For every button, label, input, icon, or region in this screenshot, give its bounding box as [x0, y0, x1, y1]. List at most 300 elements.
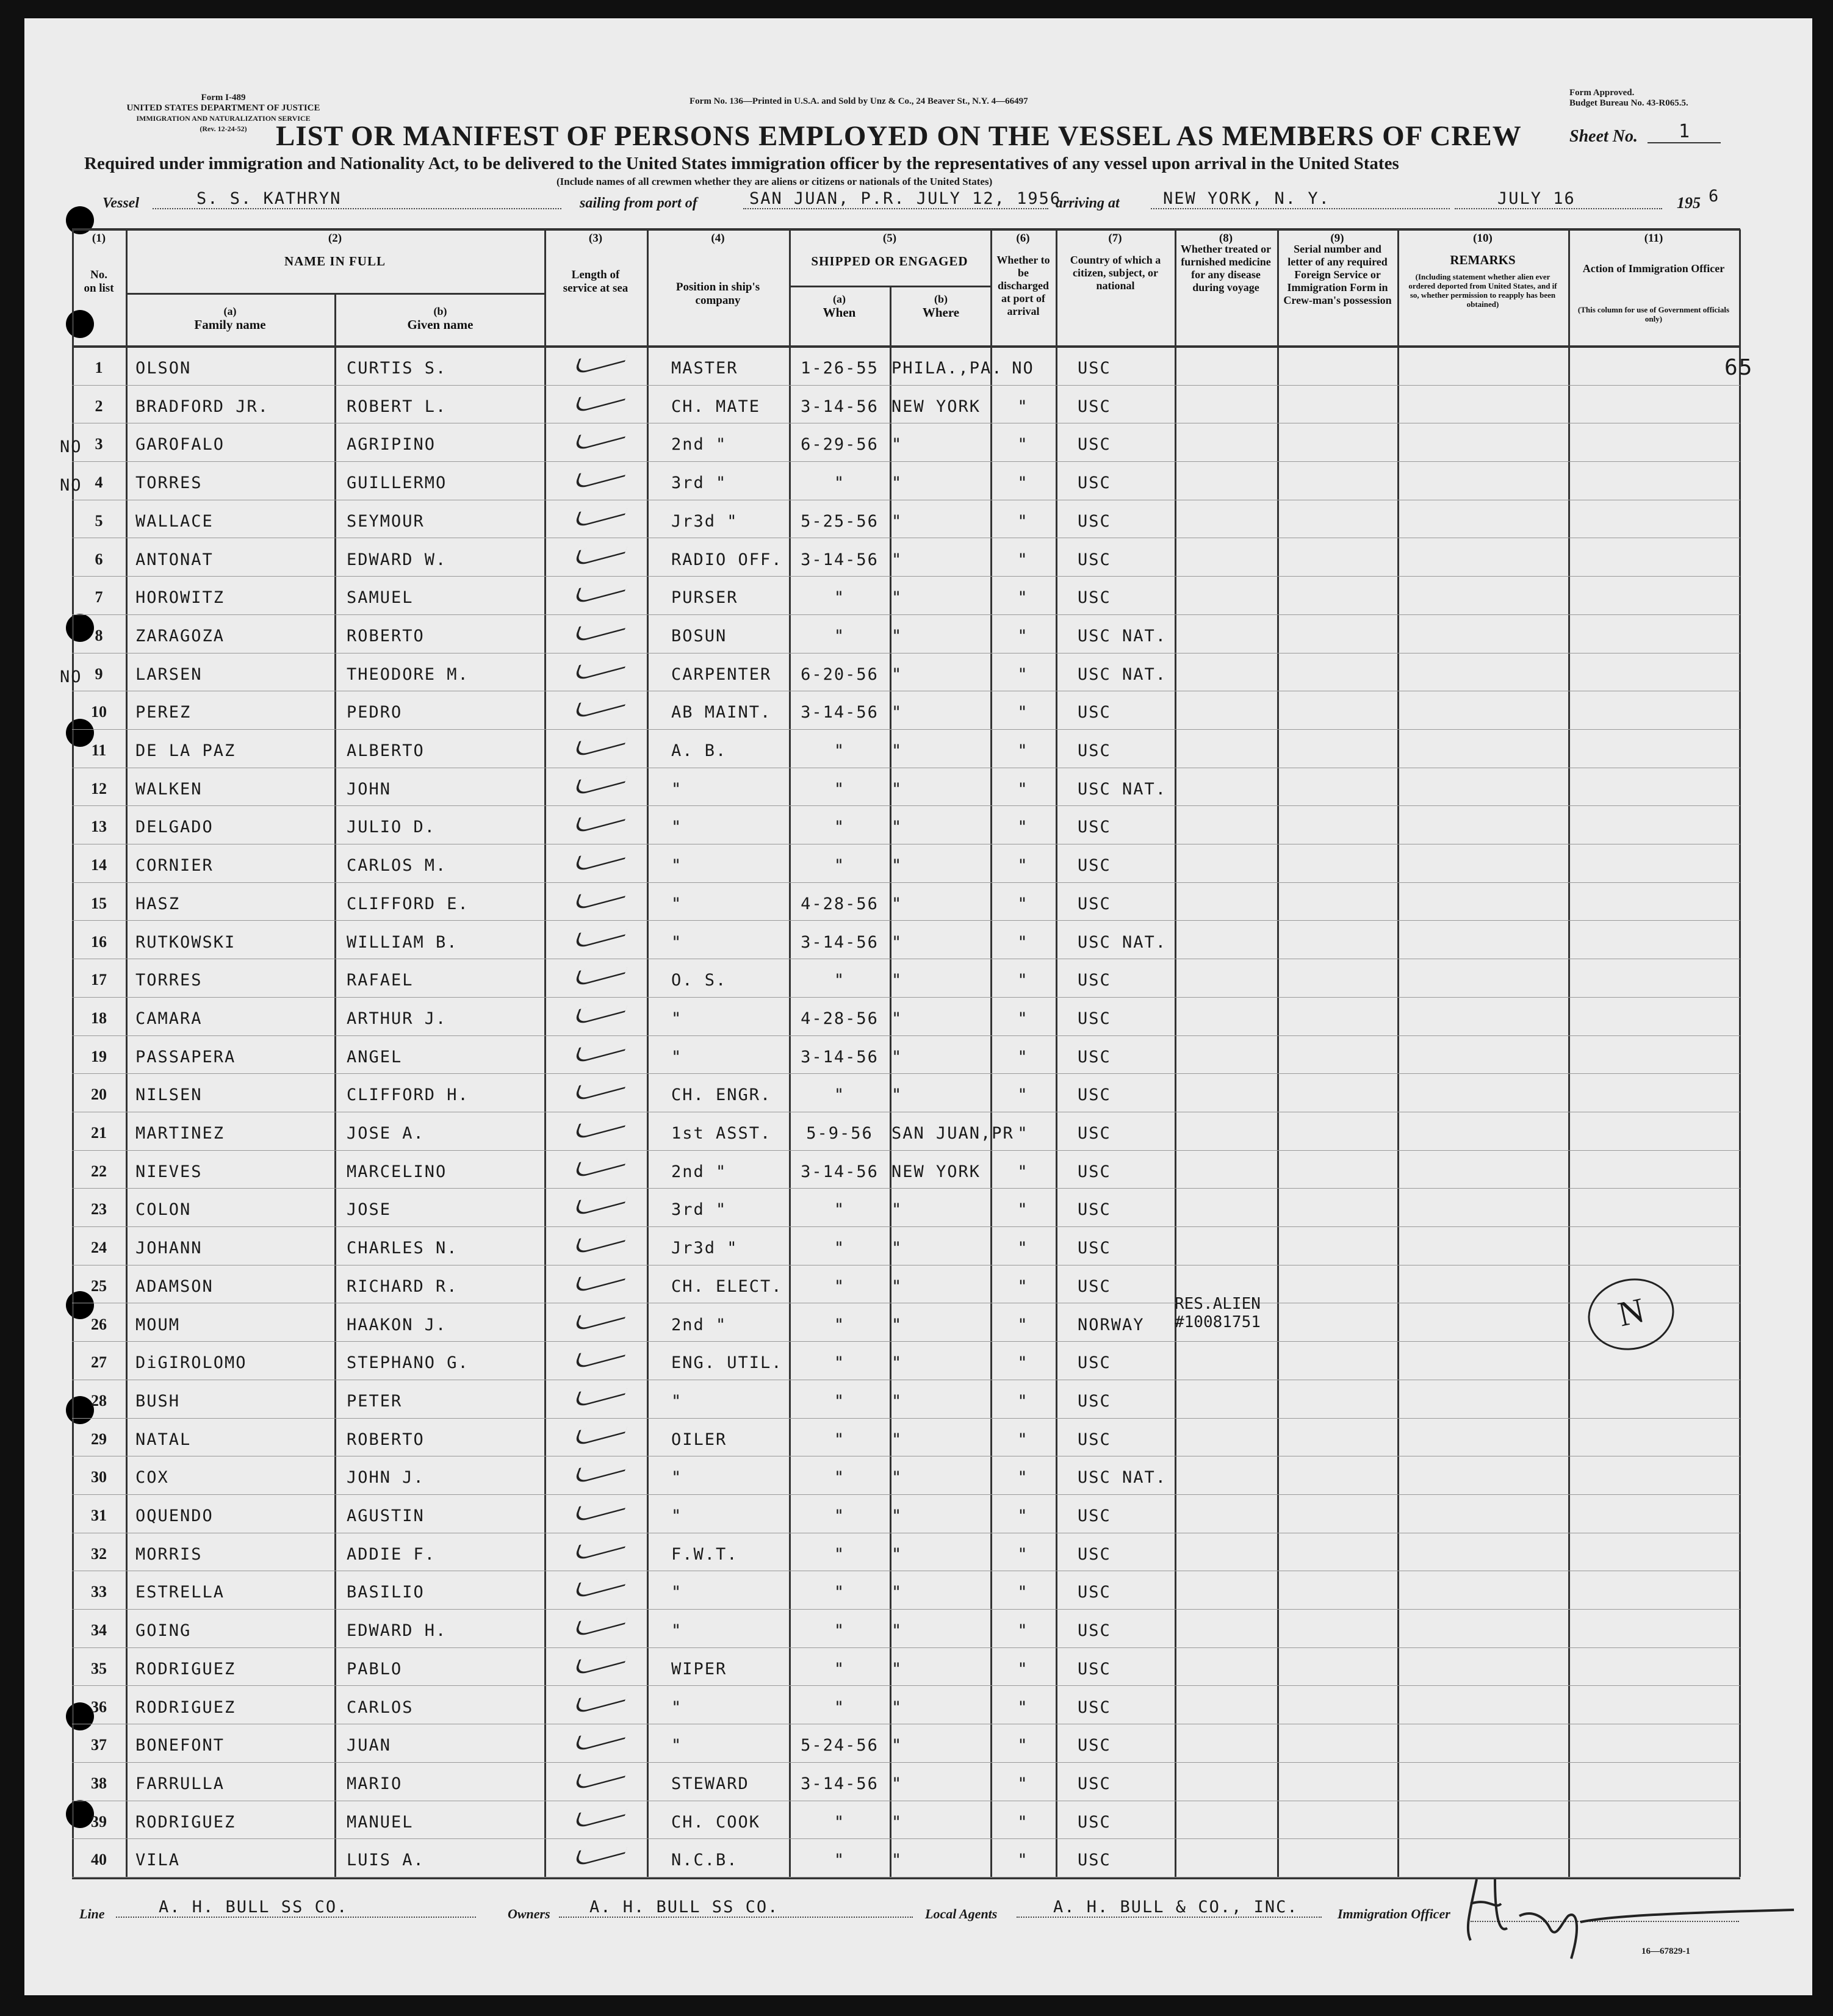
table-row: [0, 1802, 1833, 1840]
table-row: [0, 1266, 1833, 1305]
shipped-when: 1-26-55: [801, 359, 879, 378]
discharge: ": [1017, 1315, 1029, 1334]
given-name: ROBERT L.: [347, 397, 447, 416]
row-number: 5: [95, 511, 103, 530]
table-row: [0, 463, 1833, 501]
position: CH. ENGR.: [671, 1085, 772, 1105]
position: ": [671, 1009, 683, 1028]
given-name: CLIFFORD H.: [347, 1085, 469, 1105]
table-row: [0, 1037, 1833, 1075]
country: USC: [1078, 971, 1111, 990]
shipped-where: ": [891, 1621, 903, 1641]
line-value: A. H. BULL SS CO.: [116, 1898, 476, 1918]
country: USC: [1078, 473, 1111, 493]
position: F.W.T.: [671, 1544, 738, 1564]
col11-header: Action of Immigration Officer: [1582, 262, 1725, 275]
shipped-when: 6-20-56: [801, 664, 879, 684]
shipped-where: ": [891, 971, 903, 990]
country: USC NAT.: [1078, 626, 1167, 646]
table-row: [0, 1419, 1833, 1458]
table-row: [0, 348, 1833, 386]
position: 2nd ": [671, 1315, 727, 1334]
shipped-when: ": [834, 1851, 846, 1870]
col10-subheader: (Including statement whether alien ever ordered deported from United States, and if so, whether permission to reapply has been obtained): [1408, 272, 1557, 309]
row-divider: [72, 1150, 1740, 1151]
position: CH. MATE: [671, 397, 761, 416]
discharge: ": [1017, 932, 1029, 952]
service-check-mark: [573, 1837, 632, 1868]
family-name: LARSEN: [135, 664, 203, 684]
table-row: [0, 884, 1833, 922]
table-row: [0, 1228, 1833, 1266]
country: USC: [1078, 894, 1111, 913]
country: USC: [1078, 1544, 1111, 1564]
discharge: ": [1017, 626, 1029, 646]
shipped-when: 5-24-56: [801, 1736, 879, 1755]
service-check-mark: [573, 345, 632, 375]
arrival-port: NEW YORK, N. Y.: [1151, 189, 1450, 209]
row-divider: [72, 1838, 1740, 1839]
col5b-num: (b): [934, 293, 948, 305]
given-name: AGRIPINO: [347, 435, 436, 455]
service-check-mark: [573, 880, 632, 911]
position: ": [671, 1391, 683, 1411]
service-check-mark: [573, 536, 632, 567]
service-check-mark: [573, 613, 632, 643]
position: Jr3d ": [671, 511, 738, 531]
row-number: 22: [91, 1162, 107, 1180]
given-name: THEODORE M.: [347, 664, 469, 684]
col10-header: REMARKS: [1450, 253, 1516, 267]
position: STEWARD: [671, 1774, 749, 1793]
country: USC: [1078, 1239, 1111, 1258]
discharge: ": [1017, 473, 1029, 493]
service-check-mark: [573, 843, 632, 873]
vessel-name: S. S. KATHRYN: [153, 189, 561, 209]
table-row: [0, 692, 1833, 730]
given-name: BASILIO: [347, 1583, 425, 1602]
form-id-line: (Rev. 12-24-52): [200, 124, 247, 133]
discharge: ": [1017, 971, 1029, 990]
family-name: WALLACE: [135, 511, 214, 531]
shipped-when: ": [834, 1659, 846, 1679]
given-name: MARCELINO: [347, 1162, 447, 1181]
family-name: HOROWITZ: [135, 588, 225, 608]
shipped-when: 3-14-56: [801, 703, 879, 722]
shipped-when: ": [834, 1507, 846, 1525]
discharge: ": [1017, 1621, 1029, 1641]
service-check-mark: [573, 498, 632, 528]
row-number: 28: [91, 1391, 107, 1409]
row-number: 35: [91, 1659, 107, 1677]
discharge: ": [1017, 703, 1029, 722]
shipped-when: ": [834, 741, 846, 760]
shipped-where: ": [891, 818, 903, 837]
approval-line: Form Approved.: [1569, 88, 1635, 98]
discharge: ": [1017, 1009, 1029, 1028]
col8-num: (8): [1219, 232, 1233, 245]
given-name: PETER: [347, 1391, 403, 1411]
position: 1st ASST.: [671, 1124, 772, 1143]
shipped-when: ": [834, 1468, 846, 1488]
position: 2nd ": [671, 1162, 727, 1181]
agents-value: A. H. BULL & CO., INC.: [1017, 1898, 1322, 1918]
shipped-where: PHILA.,PA.: [891, 359, 1003, 378]
margin-note: NO: [60, 437, 82, 457]
family-name: OLSON: [135, 359, 192, 378]
family-name: NILSEN: [135, 1085, 203, 1105]
position: ": [671, 932, 683, 952]
table-row: [0, 807, 1833, 845]
shipped-when: 4-28-56: [801, 1009, 879, 1028]
row-divider: [72, 1418, 1740, 1419]
country: USC: [1078, 1391, 1111, 1411]
country: USC: [1078, 588, 1111, 608]
shipped-when: ": [834, 779, 846, 799]
position: ENG. UTIL.: [671, 1353, 783, 1373]
shipped-when: ": [834, 1391, 846, 1411]
shipped-when: ": [834, 1200, 846, 1220]
stamp-letter: N: [1614, 1290, 1648, 1334]
shipped-where: ": [891, 1659, 903, 1679]
discharge: ": [1017, 779, 1029, 799]
table-row: [0, 1725, 1833, 1763]
col6-num: (6): [1016, 232, 1030, 245]
family-name: JOHANN: [135, 1239, 203, 1258]
shipped-when: ": [834, 1697, 846, 1717]
service-check-mark: [573, 1034, 632, 1064]
printer-line: Form No. 136—Printed in U.S.A. and Sold by Unz & Co., 24 Beaver St., N.Y. 4—66497: [690, 96, 1028, 106]
col5-header: SHIPPED OR ENGAGED: [811, 254, 968, 268]
shipped-when: 5-9-56: [806, 1124, 873, 1143]
shipped-where: ": [891, 1047, 903, 1067]
year-suffix: 6: [1709, 187, 1720, 206]
service-check-mark: [573, 1492, 632, 1523]
shipped-when: 3-14-56: [801, 1047, 879, 1067]
col3-header: Length of service at sea: [563, 268, 628, 295]
discharge: ": [1017, 818, 1029, 837]
discharge: ": [1017, 435, 1029, 455]
country: USC: [1078, 703, 1111, 722]
discharge: ": [1017, 1468, 1029, 1488]
subtitle: Required under immigration and Nationality Act, to be delivered to the United States immigration officer by the representatives of any vessel upon arrival in the United States: [84, 154, 1399, 173]
shipped-where: ": [891, 779, 903, 799]
position: PURSER: [671, 588, 738, 608]
family-name: PEREZ: [135, 703, 192, 722]
officer-signature: [1452, 1855, 1806, 1977]
country: USC: [1078, 1621, 1111, 1641]
country: USC: [1078, 1200, 1111, 1220]
discharge: ": [1017, 1774, 1029, 1793]
country: USC: [1078, 1659, 1111, 1679]
family-name: MOUM: [135, 1315, 181, 1334]
shipped-when: 3-14-56: [801, 1162, 879, 1181]
given-name: GUILLERMO: [347, 473, 447, 493]
row-number: 9: [95, 664, 103, 683]
shipped-when: ": [834, 1239, 846, 1258]
country: USC: [1078, 550, 1111, 569]
shipped-where: ": [891, 664, 903, 684]
given-name: JUAN: [347, 1736, 392, 1755]
shipped-where: ": [891, 932, 903, 952]
shipped-where: ": [891, 1736, 903, 1755]
given-name: ARTHUR J.: [347, 1009, 447, 1028]
family-name: FARRULLA: [135, 1774, 225, 1793]
family-name: BRADFORD JR.: [135, 397, 270, 416]
service-check-mark: [573, 651, 632, 682]
shipped-when: 3-14-56: [801, 1774, 879, 1793]
shipped-when: ": [834, 1430, 846, 1449]
position: BOSUN: [671, 626, 727, 646]
country: USC: [1078, 818, 1111, 837]
discharge: ": [1017, 664, 1029, 684]
shipped-where: NEW YORK: [891, 1162, 981, 1181]
country: USC: [1078, 435, 1111, 455]
row-divider: [72, 882, 1740, 883]
row-number: 37: [91, 1736, 107, 1754]
position: ": [671, 779, 683, 799]
country: USC: [1078, 1583, 1111, 1602]
position: CH. ELECT.: [671, 1276, 783, 1296]
service-check-mark: [573, 1187, 632, 1217]
medical-note-line: RES.ALIEN: [1175, 1294, 1261, 1313]
row-number: 21: [91, 1124, 107, 1142]
shipped-where: ": [891, 511, 903, 531]
shipped-where: ": [891, 703, 903, 722]
given-name: STEPHANO G.: [347, 1353, 469, 1373]
family-name: MORRIS: [135, 1544, 203, 1564]
family-name: RODRIGUEZ: [135, 1697, 236, 1717]
shipped-when: ": [834, 1315, 846, 1334]
row-number: 25: [91, 1276, 107, 1295]
service-check-mark: [573, 1225, 632, 1256]
given-name: CURTIS S.: [347, 359, 447, 378]
col5b-header: Where: [922, 305, 960, 320]
discharge: ": [1017, 1085, 1029, 1105]
family-name: CORNIER: [135, 856, 214, 876]
family-name: RODRIGUEZ: [135, 1659, 236, 1679]
shipped-when: ": [834, 818, 846, 837]
shipped-where: ": [891, 1353, 903, 1373]
row-number: 26: [91, 1315, 107, 1333]
shipped-when: ": [834, 971, 846, 990]
service-check-mark: [573, 1608, 632, 1638]
row-divider: [72, 461, 1740, 462]
position: Jr3d ": [671, 1239, 738, 1258]
position: ": [671, 1621, 683, 1641]
family-name: ADAMSON: [135, 1276, 214, 1296]
position: 3rd ": [671, 1200, 727, 1220]
given-name: WILLIAM B.: [347, 932, 458, 952]
country: USC: [1078, 1507, 1111, 1525]
row-divider: [72, 1035, 1740, 1036]
agents-label: Local Agents: [925, 1906, 998, 1921]
col2b-header: Given name: [407, 317, 474, 332]
row-number: 1: [95, 359, 103, 376]
shipped-where: ": [891, 1468, 903, 1488]
service-check-mark: [573, 1723, 632, 1753]
table-row: [0, 539, 1833, 578]
family-name: CAMARA: [135, 1009, 203, 1028]
row-divider: [72, 385, 1740, 386]
shipped-when: ": [834, 1353, 846, 1373]
country: USC: [1078, 1047, 1111, 1067]
shipped-where: ": [891, 1812, 903, 1832]
row-divider: [72, 614, 1740, 615]
shipped-where: ": [891, 435, 903, 455]
family-name: COLON: [135, 1200, 192, 1220]
include-note: (Include names of all crewmen whether they are aliens or citizens or nationals of the United States): [556, 176, 993, 187]
discharge: ": [1017, 1276, 1029, 1296]
col5-num: (5): [882, 232, 897, 245]
service-check-mark: [573, 804, 632, 835]
given-name: SAMUEL: [347, 588, 414, 608]
shipped-when: 3-14-56: [801, 397, 879, 416]
position: OILER: [671, 1430, 727, 1449]
shipped-when: ": [834, 1276, 846, 1296]
shipped-where: ": [891, 1430, 903, 1449]
table-row: [0, 769, 1833, 807]
table-row: [0, 501, 1833, 539]
row-number: 14: [91, 856, 107, 874]
shipped-when: ": [834, 1621, 846, 1641]
shipped-where: ": [891, 741, 903, 760]
col1-num: (1): [92, 232, 106, 245]
col4-header: Position in ship's company: [675, 281, 760, 307]
country: USC: [1078, 741, 1111, 760]
given-name: JOSE A.: [347, 1124, 425, 1143]
row-divider: [72, 1341, 1740, 1342]
table-row: [0, 1496, 1833, 1534]
shipped-where: ": [891, 1583, 903, 1602]
service-check-mark: [573, 766, 632, 796]
position: N.C.B.: [671, 1851, 738, 1870]
table-row: [0, 960, 1833, 998]
service-check-mark: [573, 575, 632, 605]
shipped-where: ": [891, 1697, 903, 1717]
shipped-when: ": [834, 626, 846, 646]
row-number: 33: [91, 1583, 107, 1601]
family-name: GOING: [135, 1621, 192, 1641]
shipped-when: ": [834, 856, 846, 876]
service-check-mark: [573, 919, 632, 949]
shipped-when: ": [834, 473, 846, 493]
given-name: EDWARD H.: [347, 1621, 447, 1641]
service-check-mark: [573, 1301, 632, 1332]
col11-num: (11): [1644, 232, 1663, 245]
row-divider: [72, 1188, 1740, 1189]
discharge: ": [1017, 1124, 1029, 1143]
position: RADIO OFF.: [671, 550, 783, 569]
service-check-mark: [573, 689, 632, 720]
shipped-when: ": [834, 1085, 846, 1105]
owners-label: Owners: [508, 1906, 550, 1921]
discharge: ": [1017, 1697, 1029, 1717]
table-row: [0, 616, 1833, 654]
family-name: TORRES: [135, 473, 203, 493]
position: 2nd ": [671, 435, 727, 455]
position: ": [671, 1697, 683, 1717]
country: USC: [1078, 1774, 1111, 1793]
col11-subheader: (This column for use of Government officials only): [1577, 305, 1730, 323]
family-name: DE LA PAZ: [135, 741, 236, 760]
discharge: ": [1017, 511, 1029, 531]
table-row: [0, 1610, 1833, 1649]
service-check-mark: [573, 1148, 632, 1179]
discharge: ": [1017, 1544, 1029, 1564]
shipped-when: ": [834, 588, 846, 608]
given-name: ADDIE F.: [347, 1544, 436, 1564]
shipped-where: ": [891, 1544, 903, 1564]
col2a-num: (a): [223, 305, 237, 317]
given-name: EDWARD W.: [347, 550, 447, 569]
position: ": [671, 1047, 683, 1067]
discharge: ": [1017, 894, 1029, 913]
family-name: NATAL: [135, 1430, 192, 1449]
given-name: MANUEL: [347, 1812, 414, 1832]
table-row: [0, 654, 1833, 693]
discharge: ": [1017, 397, 1029, 416]
shipped-when: 5-25-56: [801, 511, 879, 531]
owners-value: A. H. BULL SS CO.: [559, 1898, 913, 1918]
family-name: DiGIROLOMO: [135, 1353, 247, 1373]
given-name: ROBERTO: [347, 626, 425, 646]
position: ": [671, 1468, 683, 1488]
shipped-where: ": [891, 1276, 903, 1296]
col3-num: (3): [588, 232, 603, 245]
row-number: 27: [91, 1353, 107, 1372]
discharge: ": [1017, 1430, 1029, 1449]
shipped-where: ": [891, 1200, 903, 1220]
service-check-mark: [573, 1646, 632, 1676]
margin-note: NO: [60, 667, 82, 686]
medical-note-line: #10081751: [1175, 1312, 1261, 1331]
shipped-where: ": [891, 1315, 903, 1334]
given-name: AGUSTIN: [347, 1507, 425, 1525]
arrival-date: JULY 16: [1455, 189, 1662, 209]
form-code: 16—67829-1: [1641, 1946, 1690, 1956]
col2-header: NAME IN FULL: [284, 254, 386, 268]
country: NORWAY: [1078, 1315, 1145, 1334]
service-check-mark: [573, 422, 632, 452]
family-name: VILA: [135, 1851, 181, 1870]
table-row: [0, 1534, 1833, 1572]
col1-header: No. on list: [84, 268, 114, 295]
discharge: ": [1017, 741, 1029, 760]
shipped-when: ": [834, 1544, 846, 1564]
discharge: ": [1017, 550, 1029, 569]
table-row: [0, 1151, 1833, 1190]
form-id-line: IMMIGRATION AND NATURALIZATION SERVICE: [136, 114, 311, 123]
discharge: ": [1017, 1353, 1029, 1373]
given-name: SEYMOUR: [347, 511, 425, 531]
form-id-line: UNITED STATES DEPARTMENT OF JUSTICE: [126, 103, 320, 113]
approval-line: Budget Bureau No. 43-R065.5.: [1569, 98, 1688, 108]
shipped-where: ": [891, 1507, 903, 1525]
col9-header: Serial number and letter of any required Foreign Service or Immigration Form in Crew-man's possession: [1283, 243, 1392, 306]
col8-header: Whether treated or furnished medicine for any disease during voyage: [1180, 243, 1272, 293]
shipped-when: ": [834, 1812, 846, 1832]
discharge: ": [1017, 1812, 1029, 1832]
given-name: PABLO: [347, 1659, 403, 1679]
shipped-where: SAN JUAN,PR: [891, 1124, 1014, 1143]
family-name: HASZ: [135, 894, 181, 913]
shipped-where: ": [891, 1009, 903, 1028]
shipped-where: ": [891, 1774, 903, 1793]
position: ": [671, 894, 683, 913]
position: ": [671, 1507, 683, 1525]
row-number: 39: [91, 1812, 107, 1831]
